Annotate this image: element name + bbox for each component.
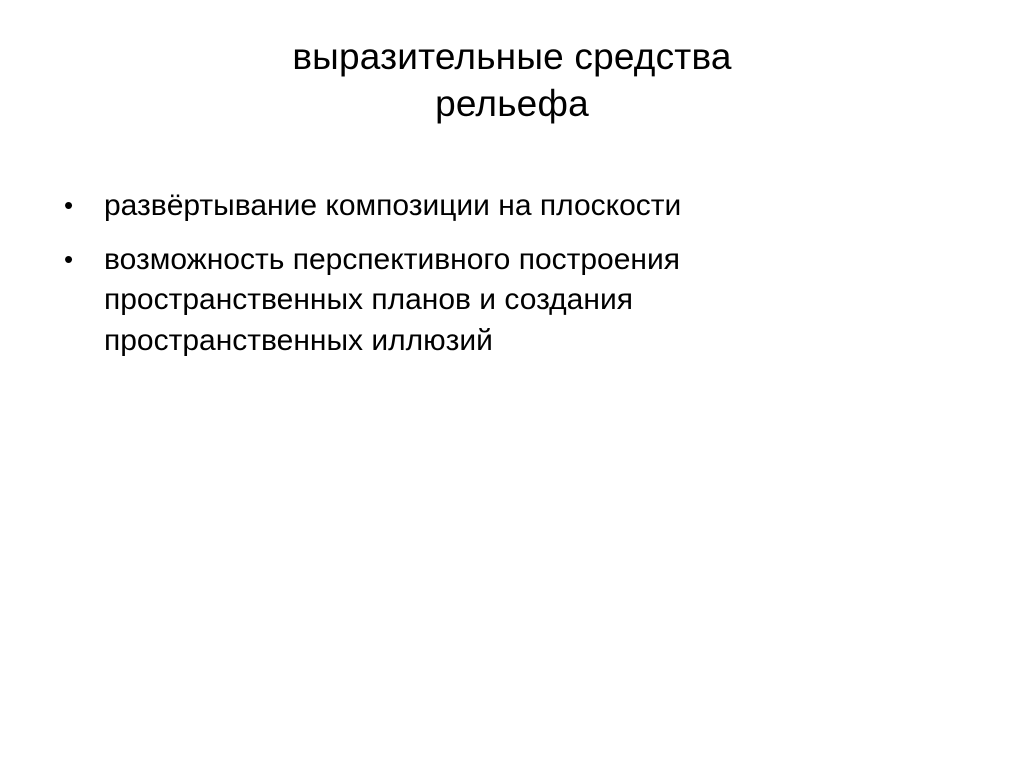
list-item-line: развёртывание композиции на плоскости [104, 189, 682, 222]
list-item [48, 186, 968, 226]
bullet-list [48, 186, 968, 375]
bullet-icon: • [64, 190, 74, 220]
bullet-icon: • [64, 244, 74, 275]
page-title-line-2: рельефа [435, 82, 589, 124]
list-item-text [104, 186, 968, 226]
list-item [48, 240, 968, 361]
list-item-line: пространственных планов и создания [104, 283, 633, 317]
page-title-line-1: выразительные средства [292, 36, 732, 77]
list-item-line: пространственных иллюзий [104, 323, 493, 357]
list-item-text [104, 240, 968, 361]
page-title [60, 34, 964, 128]
list-item-line: возможность перспективного построения [104, 243, 680, 277]
